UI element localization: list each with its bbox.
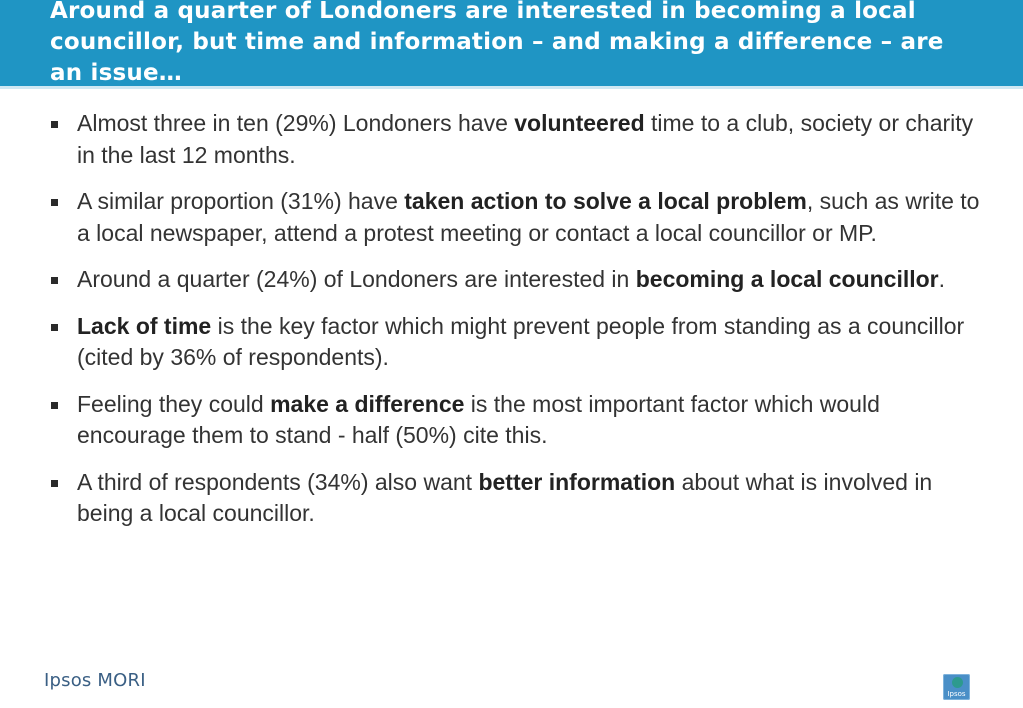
bullet-item — [50, 311, 980, 374]
title-divider — [0, 86, 1023, 89]
bullet-text-bold: Lack of time — [77, 312, 212, 339]
bullet-item — [50, 389, 980, 452]
bullet-text-bold: becoming a local councillor — [635, 266, 939, 292]
bullet-text-post: , such as write to a local newspaper, attend a protest meeting or contact a local councillor or MP. — [77, 188, 980, 246]
badge-label: Ipsos — [947, 690, 966, 698]
bullet-text-post: . — [938, 266, 946, 292]
square-bullet-icon — [51, 199, 58, 206]
bullet-text-bold: better information — [478, 468, 676, 495]
bullet-text-post: about what is involved in being a local councillor. — [77, 468, 933, 526]
square-bullet-icon — [51, 402, 58, 409]
bullet-item — [50, 186, 980, 249]
slide-title-bar — [0, 0, 1023, 86]
bullet-text-post: is the most important factor which would encourage them to stand - half (50%) cite this. — [77, 390, 880, 448]
ipsos-logo-icon — [943, 674, 970, 700]
square-bullet-icon — [51, 277, 58, 284]
bullet-item — [50, 108, 980, 171]
square-bullet-icon — [51, 324, 58, 331]
bullet-text-pre: A third of respondents (34%) also want — [77, 468, 479, 495]
bullet-item — [50, 467, 980, 530]
bullet-text-pre: Around a quarter (24%) of Londoners are interested in — [77, 266, 636, 292]
bullet-text-bold: taken action to solve a local problem — [404, 188, 807, 214]
ipsos-mori-logo: Ipsos MORI — [44, 670, 146, 691]
bullet-text-pre: A similar proportion (31%) have — [77, 188, 405, 214]
slide-title: Around a quarter of Londoners are interested in becoming a local councillor, but time and information – and making a difference – are an issue… — [50, 0, 944, 86]
bullet-item — [50, 264, 980, 296]
bullet-text-post: is the key factor which might prevent people from standing as a councillor (cited by 36% of respondents). — [77, 312, 965, 370]
square-bullet-icon — [51, 480, 58, 487]
bullet-text-bold: volunteered — [514, 110, 645, 136]
bullet-list — [50, 108, 980, 545]
square-bullet-icon — [51, 121, 58, 128]
bullet-text-pre: Feeling they could — [77, 390, 271, 417]
bullet-text-pre: Almost three in ten (29%) Londoners have — [77, 110, 515, 136]
bullet-text-bold: make a difference — [270, 390, 465, 417]
badge-shape — [952, 677, 963, 688]
bullet-text-post: time to a club, society or charity in the last 12 months. — [77, 110, 974, 168]
